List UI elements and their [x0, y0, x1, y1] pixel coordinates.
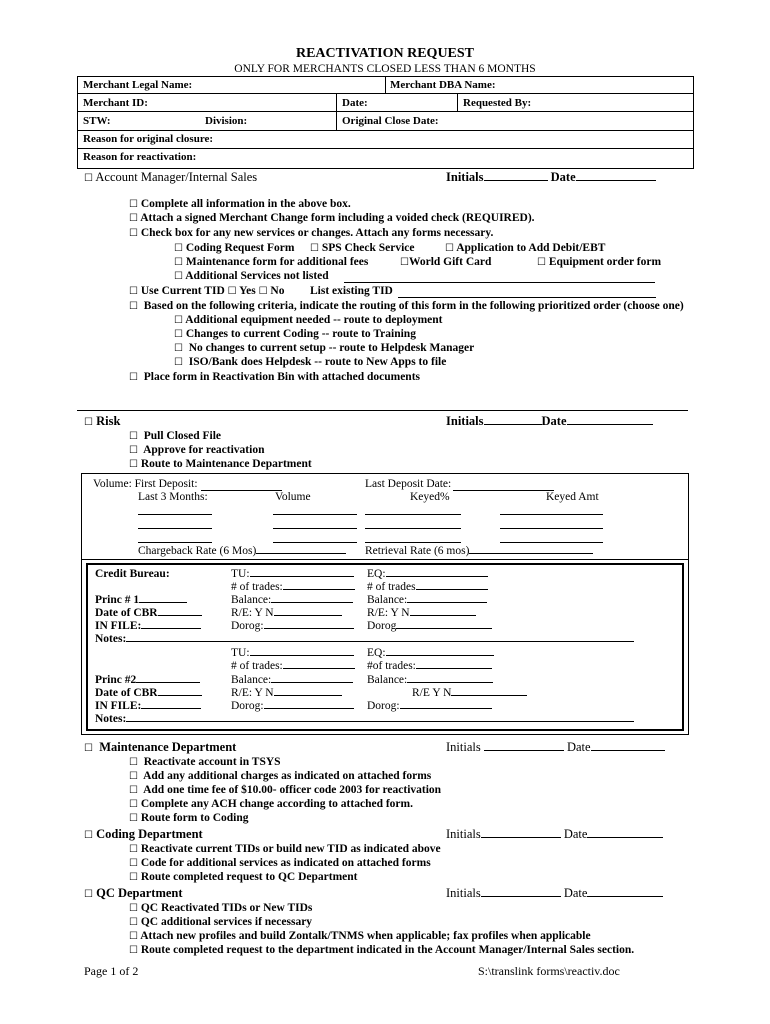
routing-option-3: ☐ No changes to current setup -- route to Helpdesk Manager	[174, 342, 475, 354]
maintenance-item-3: ☐ Add one time fee of $10.00- officer code 2003 for reactivation	[129, 784, 442, 796]
keyed-amt-line[interactable]	[500, 542, 603, 543]
in-file-1: IN FILE:	[95, 620, 201, 632]
chargeback-rate: Chargeback Rate (6 Mos)	[138, 545, 346, 557]
checkbox-icon[interactable]: ☐	[129, 372, 138, 383]
dorog-eq-1: Dorog	[367, 620, 492, 632]
checkbox-icon[interactable]: ☐	[537, 257, 546, 268]
date-cbr-2: Date of CBR	[95, 687, 202, 699]
col-volume: Volume	[275, 491, 311, 503]
list-existing-tid-label: List existing TID	[310, 285, 393, 297]
maintenance-initials: Initials Date	[446, 740, 665, 755]
checkbox-icon[interactable]: ☐	[129, 813, 138, 824]
trades-eq-2: #of trades:	[367, 660, 492, 672]
checkbox-icon[interactable]: ☐	[258, 286, 268, 297]
maintenance-heading: ☐ Maintenance Department	[84, 740, 237, 754]
month-line[interactable]	[138, 542, 212, 543]
merchant-dba-name-field[interactable]: Merchant DBA Name:	[390, 79, 496, 91]
checkbox-icon[interactable]: ☐	[84, 830, 93, 841]
am-item-3: ☐ Check box for any new services or changes. Attach any forms necessary.	[129, 227, 494, 239]
keyed-pct-line[interactable]	[365, 528, 461, 529]
checkbox-icon[interactable]: ☐	[84, 417, 93, 428]
checkbox-icon[interactable]: ☐	[129, 858, 138, 869]
checkbox-icon[interactable]: ☐	[174, 343, 183, 354]
requested-by-field[interactable]: Requested By:	[463, 97, 532, 109]
qc-item-4: ☐ Route completed request to the department indicated in the Account Manager/Internal Sales section.	[129, 944, 635, 956]
checkbox-icon[interactable]: ☐	[129, 917, 138, 928]
checkbox-icon[interactable]: ☐	[129, 213, 138, 224]
trades-1: # of trades:	[231, 581, 355, 593]
date-field[interactable]: Date:	[342, 97, 368, 109]
merchant-id-field[interactable]: Merchant ID:	[83, 97, 148, 109]
qc-initials: Initials Date	[446, 886, 663, 901]
princ-2: Princ #2	[95, 674, 200, 686]
coding-item-1: ☐ Reactivate current TIDs or build new TID as indicated above	[129, 843, 441, 855]
volume-line[interactable]	[273, 528, 357, 529]
balance-2: Balance:	[231, 674, 353, 686]
coding-initials: Initials Date	[446, 827, 663, 842]
re-2: R/E: Y N	[231, 687, 342, 699]
service-sps-check: ☐ SPS Check Service	[310, 242, 415, 254]
risk-item-2: ☐ Approve for reactivation	[129, 444, 265, 456]
checkbox-icon[interactable]: ☐	[129, 431, 138, 442]
qc-item-2: ☐ QC additional services if necessary	[129, 916, 313, 928]
keyed-pct-line[interactable]	[365, 514, 461, 515]
coding-item-3: ☐ Route completed request to QC Department	[129, 871, 358, 883]
princ-1: Princ # 1	[95, 594, 187, 606]
service-equipment-order: ☐ Equipment order form	[537, 256, 662, 268]
merchant-legal-name-field[interactable]: Merchant Legal Name:	[83, 79, 193, 91]
place-form: ☐ Place form in Reactivation Bin with attached documents	[129, 371, 421, 383]
last-deposit-date-line[interactable]	[453, 490, 554, 491]
eq-2: EQ:	[367, 647, 494, 659]
volume-line[interactable]	[273, 514, 357, 515]
checkbox-icon[interactable]: ☐	[84, 173, 93, 184]
maintenance-item-1: ☐ Reactivate account in TSYS	[129, 756, 281, 768]
last-deposit-date-label: Last Deposit Date:	[365, 478, 452, 490]
coding-heading: ☐ Coding Department	[84, 827, 203, 841]
checkbox-icon[interactable]: ☐	[129, 903, 138, 914]
balance-eq-1: Balance:	[367, 594, 487, 606]
routing-intro: ☐ Based on the following criteria, indicate the routing of this form in the following prioritized order (choose one)	[129, 300, 684, 312]
risk-item-1: ☐ Pull Closed File	[129, 430, 222, 442]
account-manager-initials: Initials Date	[446, 170, 656, 185]
trades-eq-1: # of trades	[367, 581, 488, 593]
checkbox-icon[interactable]: ☐	[84, 743, 93, 754]
service-additional-not-listed: ☐ Additional Services not listed	[174, 270, 329, 282]
checkbox-icon[interactable]: ☐	[174, 315, 183, 326]
re-eq-1: R/E: Y N	[367, 607, 476, 619]
trades-2: # of trades:	[231, 660, 355, 672]
checkbox-icon[interactable]: ☐	[129, 945, 138, 956]
routing-option-2: ☐ Changes to current Coding -- route to Training	[174, 328, 416, 340]
stw-field[interactable]: STW:	[83, 115, 111, 127]
first-deposit-label: Volume: First Deposit:	[93, 478, 198, 490]
balance-1: Balance:	[231, 594, 353, 606]
checkbox-icon[interactable]: ☐	[129, 872, 138, 883]
checkbox-icon[interactable]: ☐	[84, 889, 93, 900]
qc-heading: ☐ QC Department	[84, 886, 183, 900]
page-title: REACTIVATION REQUEST	[295, 46, 475, 61]
checkbox-icon[interactable]: ☐	[129, 771, 138, 782]
checkbox-icon[interactable]: ☐	[129, 199, 138, 210]
routing-option-1: ☐ Additional equipment needed -- route to deployment	[174, 314, 443, 326]
service-coding-request: ☐ Coding Request Form	[174, 242, 295, 254]
maintenance-item-2: ☐ Add any additional charges as indicated on attached forms	[129, 770, 432, 782]
tu-2: TU:	[231, 647, 354, 659]
section-divider	[77, 410, 688, 411]
keyed-amt-line[interactable]	[500, 514, 603, 515]
dorog-2: Dorog:	[231, 700, 354, 712]
balance-eq-2: Balance:	[367, 674, 493, 686]
dorog-eq-2: Dorog:	[367, 700, 492, 712]
checkbox-icon[interactable]: ☐	[310, 243, 319, 254]
original-close-date-field[interactable]: Original Close Date:	[342, 115, 439, 127]
file-path: S:\translink forms\reactiv.doc	[478, 964, 620, 978]
checkbox-icon[interactable]: ☐	[174, 357, 183, 368]
existing-tid-line[interactable]	[398, 297, 656, 298]
qc-item-3: ☐ Attach new profiles and build Zontalk/TNMS when applicable; fax profiles when applicable	[129, 930, 591, 942]
am-item-1: ☐ Complete all information in the above box.	[129, 198, 351, 210]
division-field[interactable]: Division:	[205, 115, 248, 127]
reason-reactivation-field[interactable]: Reason for reactivation:	[83, 151, 197, 163]
checkbox-icon[interactable]: ☐	[129, 445, 138, 456]
checkbox-icon[interactable]: ☐	[129, 757, 138, 768]
re-eq-2: R/E Y N	[412, 687, 527, 699]
risk-item-3: ☐ Route to Maintenance Department	[129, 458, 312, 470]
checkbox-icon[interactable]: ☐	[400, 257, 409, 268]
reason-closure-field[interactable]: Reason for original closure:	[83, 133, 214, 145]
month-line[interactable]	[138, 528, 212, 529]
volume-line[interactable]	[273, 542, 357, 543]
risk-heading: ☐ Risk	[84, 414, 121, 428]
checkbox-icon[interactable]: ☐	[129, 799, 138, 810]
am-item-2: ☐ Attach a signed Merchant Change form including a voided check (REQUIRED).	[129, 212, 535, 224]
checkbox-icon[interactable]: ☐	[129, 785, 138, 796]
first-deposit-line[interactable]	[201, 490, 282, 491]
in-file-2: IN FILE:	[95, 700, 201, 712]
notes-2: Notes:	[95, 713, 634, 725]
keyed-pct-line[interactable]	[365, 542, 461, 543]
dorog-1: Dorog:	[231, 620, 354, 632]
account-manager-heading: ☐ Account Manager/Internal Sales	[84, 170, 258, 184]
coding-item-2: ☐ Code for additional services as indicated on attached forms	[129, 857, 431, 869]
checkbox-icon[interactable]: ☐	[174, 257, 183, 268]
maintenance-item-4: ☐ Complete any ACH change according to attached form.	[129, 798, 413, 810]
checkbox-icon[interactable]: ☐	[129, 931, 138, 942]
last-3-months-label: Last 3 Months:	[138, 491, 208, 503]
re-1: R/E: Y N	[231, 607, 342, 619]
eq-1: EQ:	[367, 568, 488, 580]
qc-item-1: ☐ QC Reactivated TIDs or New TIDs	[129, 902, 313, 914]
tu-1: TU:	[231, 568, 354, 580]
checkbox-icon[interactable]: ☐	[445, 243, 454, 254]
page-number: Page 1 of 2	[84, 964, 139, 978]
checkbox-icon[interactable]: ☐	[129, 301, 138, 312]
date-cbr-1: Date of CBR	[95, 607, 202, 619]
service-world-gift: ☐World Gift Card	[400, 256, 492, 268]
checkbox-icon[interactable]: ☐	[129, 228, 138, 239]
additional-services-line[interactable]	[344, 282, 655, 283]
keyed-amt-line[interactable]	[500, 528, 603, 529]
routing-option-4: ☐ ISO/Bank does Helpdesk -- route to New Apps to file	[174, 356, 447, 368]
checkbox-icon[interactable]: ☐	[174, 329, 183, 340]
checkbox-icon[interactable]: ☐	[174, 243, 183, 254]
retrieval-rate: Retrieval Rate (6 mos)	[365, 545, 593, 557]
maintenance-item-5: ☐ Route form to Coding	[129, 812, 249, 824]
risk-initials: Initials Date	[446, 414, 653, 429]
notes-1: Notes:	[95, 633, 634, 645]
service-app-debit-ebt: ☐ Application to Add Debit/EBT	[445, 242, 606, 254]
checkbox-icon[interactable]: ☐	[129, 844, 138, 855]
service-maintenance-form: ☐ Maintenance form for additional fees	[174, 256, 369, 268]
col-keyed-amt: Keyed Amt	[546, 491, 599, 503]
checkbox-icon[interactable]: ☐	[129, 459, 138, 470]
col-keyed-pct: Keyed%	[410, 491, 450, 503]
checkbox-icon[interactable]: ☐	[174, 271, 183, 282]
month-line[interactable]	[138, 514, 212, 515]
use-current-tid: ☐ Use Current TID ☐ Yes ☐ No	[129, 285, 285, 297]
checkbox-icon[interactable]: ☐	[129, 286, 138, 297]
checkbox-icon[interactable]: ☐	[227, 286, 237, 297]
credit-bureau-label: Credit Bureau:	[95, 568, 170, 580]
page-subtitle: ONLY FOR MERCHANTS CLOSED LESS THAN 6 MONTHS	[234, 63, 536, 75]
